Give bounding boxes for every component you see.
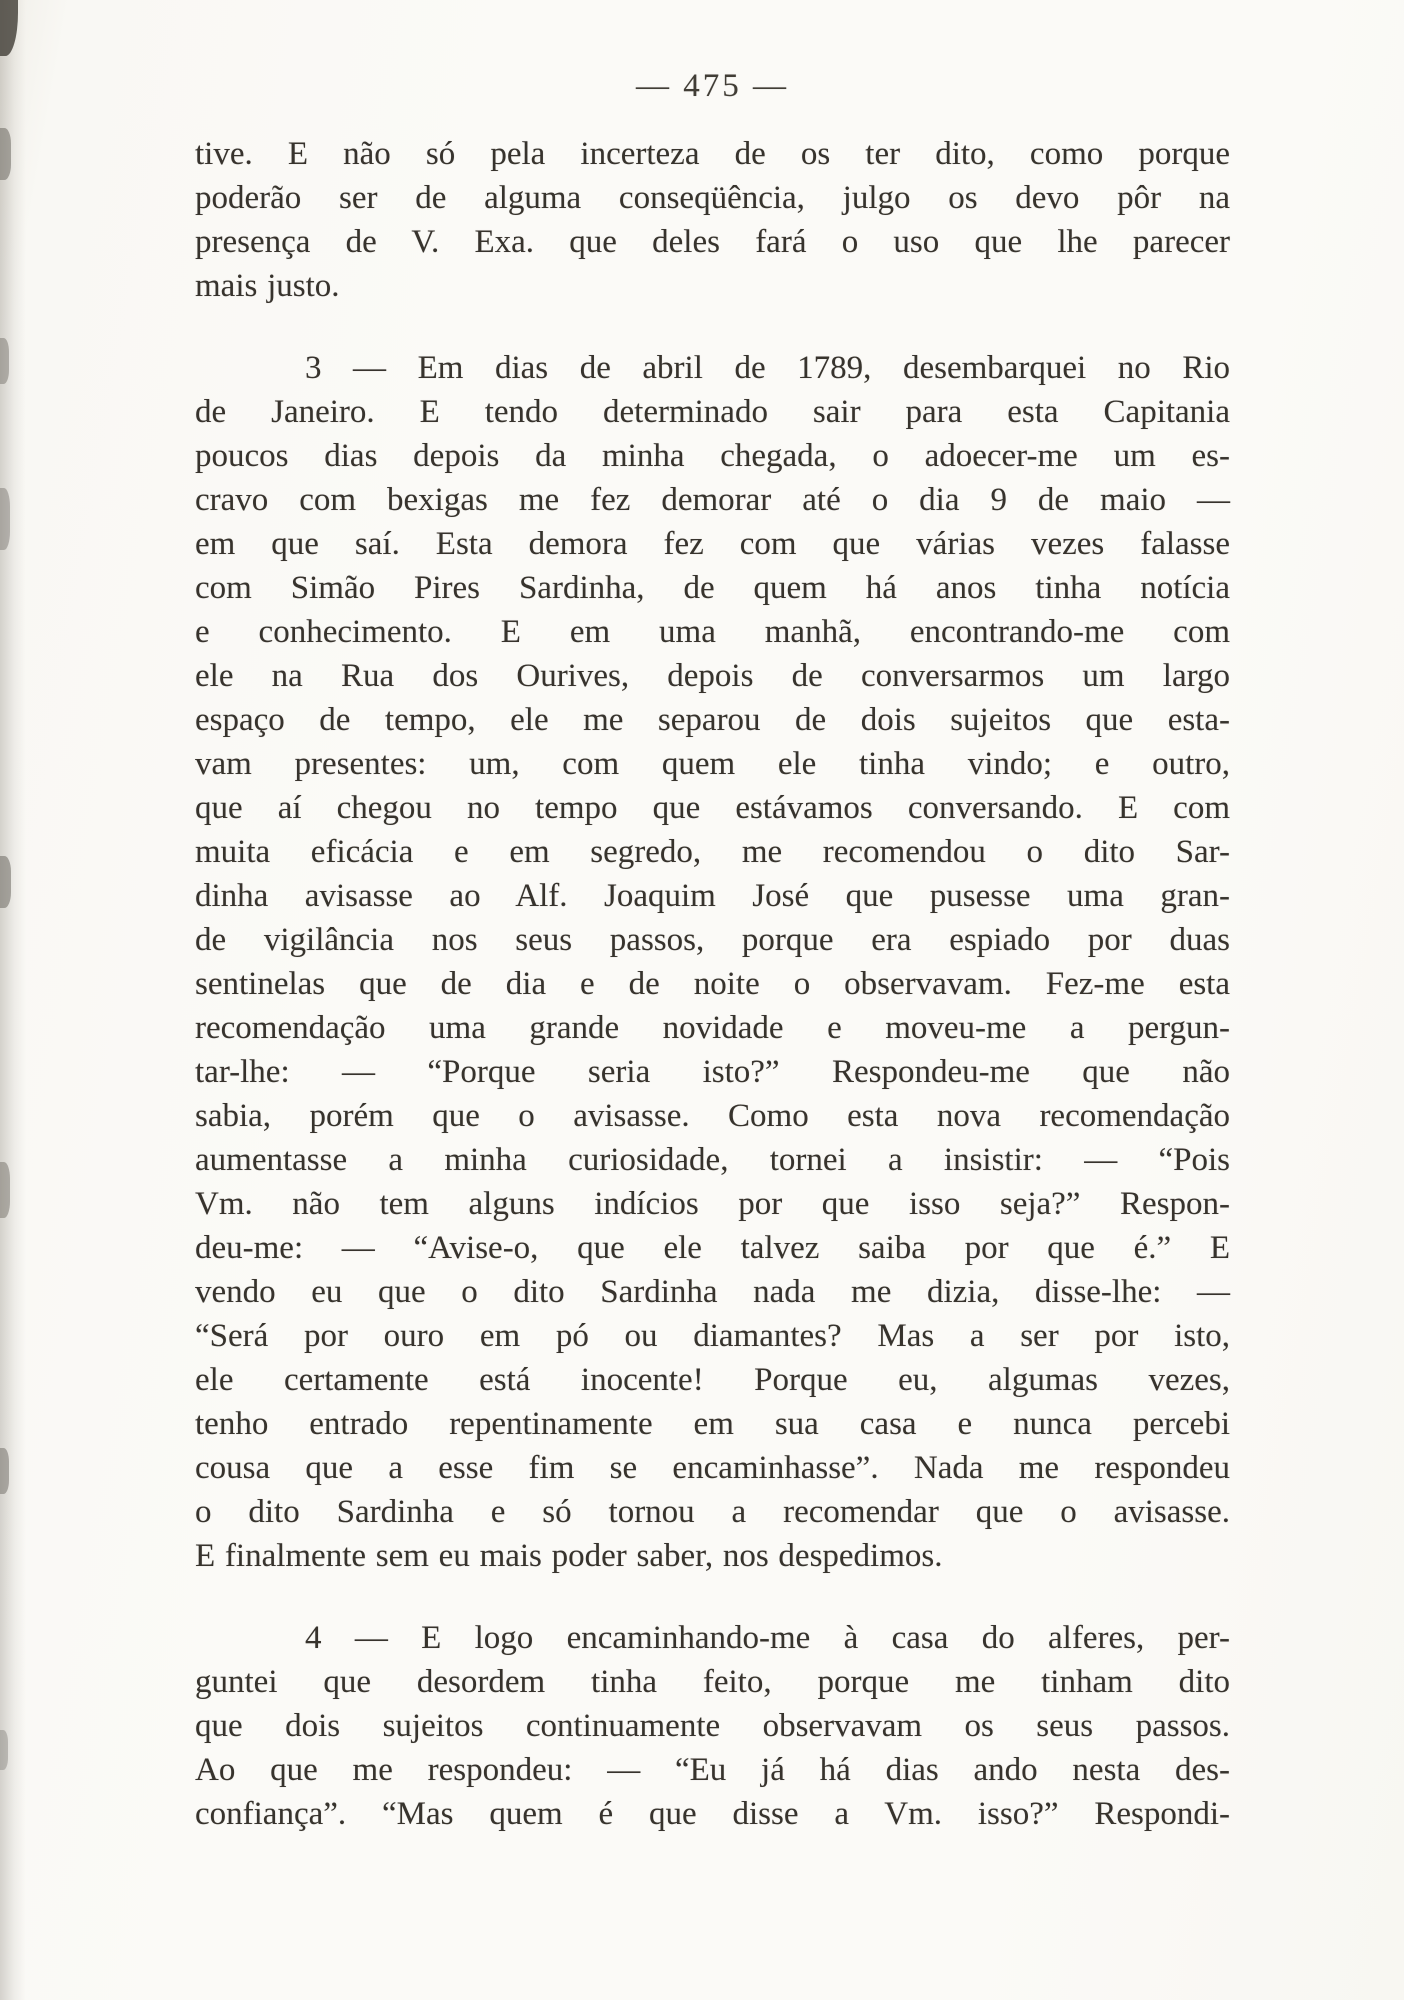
text-line: vam presentes: um, com quem ele tinha vindo; e outro, <box>195 746 1230 782</box>
text-line: E finalmente sem eu mais poder saber, nos despedimos. <box>195 1538 943 1574</box>
text-line: Vm. não tem alguns indícios por que isso seja?” Respon- <box>195 1186 1230 1222</box>
scan-artifact <box>0 338 9 384</box>
text-line: cravo com bexigas me fez demorar até o dia 9 de maio — <box>195 482 1230 518</box>
text-line: que aí chegou no tempo que estávamos conversando. E com <box>195 790 1230 826</box>
scan-artifact <box>0 0 18 56</box>
text-line: 4 — E logo encaminhando-me à casa do alferes, per- <box>305 1620 1230 1656</box>
text-line: guntei que desordem tinha feito, porque me tinham dito <box>195 1664 1230 1700</box>
text-line: poderão ser de alguma conseqüência, julgo os devo pôr na <box>195 180 1230 216</box>
text-line: sabia, porém que o avisasse. Como esta nova recomendação <box>195 1098 1230 1134</box>
text-line: tenho entrado repentinamente em sua casa e nunca percebi <box>195 1406 1230 1442</box>
text-line: o dito Sardinha e só tornou a recomendar que o avisasse. <box>195 1494 1230 1530</box>
paragraph <box>195 132 1230 308</box>
scan-artifact <box>0 1448 9 1494</box>
text-line: “Será por ouro em pó ou diamantes? Mas a ser por isto, <box>195 1318 1230 1354</box>
page-edge-shadow <box>0 0 26 2000</box>
text-line: em que saí. Esta demora fez com que várias vezes falasse <box>195 526 1230 562</box>
text-line: 3 — Em dias de abril de 1789, desembarquei no Rio <box>305 350 1230 386</box>
text-line: ele na Rua dos Ourives, depois de conversarmos um largo <box>195 658 1230 694</box>
text-line: tar-lhe: — “Porque seria isto?” Respondeu-me que não <box>195 1054 1230 1090</box>
text-line: que dois sujeitos continuamente observavam os seus passos. <box>195 1708 1230 1744</box>
text-line: espaço de tempo, ele me separou de dois sujeitos que esta- <box>195 702 1230 738</box>
text-line: confiança”. “Mas quem é que disse a Vm. isso?” Respondi- <box>195 1796 1230 1832</box>
scan-artifact <box>0 856 11 908</box>
text-line: com Simão Pires Sardinha, de quem há anos tinha notícia <box>195 570 1230 606</box>
scan-artifact <box>0 488 10 550</box>
text-line: sentinelas que de dia e de noite o observavam. Fez-me esta <box>195 966 1230 1002</box>
page-number: — 475 — <box>636 68 789 104</box>
text-line: tive. E não só pela incerteza de os ter dito, como porque <box>195 136 1230 172</box>
text-line: mais justo. <box>195 268 340 304</box>
paragraph <box>195 346 1230 1578</box>
page-text <box>195 132 1230 1836</box>
scan-artifact <box>0 1162 10 1218</box>
text-line: de Janeiro. E tendo determinado sair para esta Capitania <box>195 394 1230 430</box>
text-line: deu-me: — “Avise-o, que ele talvez saiba por que é.” E <box>195 1230 1230 1266</box>
text-line: dinha avisasse ao Alf. Joaquim José que pusesse uma gran- <box>195 878 1230 914</box>
text-line: poucos dias depois da minha chegada, o adoecer-me um es- <box>195 438 1230 474</box>
scan-artifact <box>0 128 11 180</box>
text-line: e conhecimento. E em uma manhã, encontrando-me com <box>195 614 1230 650</box>
scan-artifact <box>0 1730 8 1770</box>
paragraph <box>195 1616 1230 1836</box>
text-line: ele certamente está inocente! Porque eu, algumas vezes, <box>195 1362 1230 1398</box>
text-line: presença de V. Exa. que deles fará o uso que lhe parecer <box>195 224 1230 260</box>
text-line: cousa que a esse fim se encaminhasse”. Nada me respondeu <box>195 1450 1230 1486</box>
text-line: recomendação uma grande novidade e moveu-me a pergun- <box>195 1010 1230 1046</box>
text-line: aumentasse a minha curiosidade, tornei a insistir: — “Pois <box>195 1142 1230 1178</box>
text-line: de vigilância nos seus passos, porque era espiado por duas <box>195 922 1230 958</box>
text-line: Ao que me respondeu: — “Eu já há dias ando nesta des- <box>195 1752 1230 1788</box>
text-line: muita eficácia e em segredo, me recomendou o dito Sar- <box>195 834 1230 870</box>
text-line: vendo eu que o dito Sardinha nada me dizia, disse-lhe: — <box>195 1274 1230 1310</box>
